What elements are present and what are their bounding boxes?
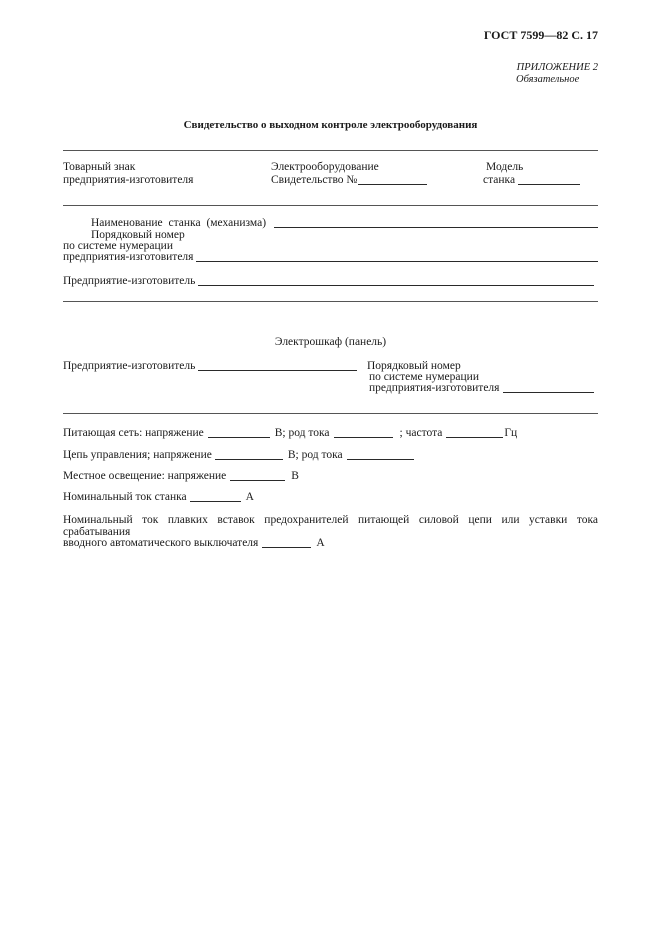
document-title: Свидетельство о выходном контроле электрооборудования (183, 119, 478, 131)
breaker-current-unit: А (316, 537, 325, 549)
serial-number-label: Порядковый номер (91, 229, 185, 241)
serial-number-row (63, 251, 598, 263)
local-lighting-row (63, 470, 299, 482)
supply-network-row (63, 427, 517, 439)
cabinet-serial-row (369, 382, 594, 394)
certificate-number-blank (358, 184, 427, 185)
appendix-status: Обязательное (516, 74, 580, 85)
control-circuit-row (63, 449, 414, 461)
breaker-label: вводного автоматического выключателя (63, 537, 259, 549)
cabinet-manufacturer-blank (198, 370, 357, 371)
rated-current-blank (190, 501, 241, 502)
standard-page-header: ГОСТ 7599—82 С. 17 (483, 28, 598, 42)
cabinet-serial-label-line3: предприятия-изготовителя (369, 382, 500, 394)
divider-line (63, 205, 598, 206)
lighting-voltage-blank (230, 480, 285, 481)
control-voltage-blank (215, 459, 283, 460)
fuse-rating-text: Номинальный ток плавких вставок предохранителей питающей силовой цепи или уставки тока срабатывания (63, 514, 598, 538)
lighting-voltage-label: Местное освещение: напряжение (63, 470, 227, 482)
supply-voltage-blank (208, 437, 270, 438)
equipment-label: Электрооборудование (271, 161, 379, 173)
machine-name-blank (274, 227, 598, 228)
input-breaker-row (63, 537, 325, 549)
divider-line (63, 150, 598, 151)
breaker-current-blank (262, 547, 311, 548)
rated-current-row (63, 491, 254, 503)
machine-model-row (483, 174, 580, 186)
supply-frequency-unit: Гц (504, 427, 518, 439)
control-current-type-blank (347, 459, 414, 460)
model-label: Модель (486, 161, 524, 173)
supply-voltage-label: Питающая сеть: напряжение (63, 427, 204, 439)
serial-number-label-line2: по системе нумерации (63, 240, 173, 252)
machine-model-label: станка (483, 174, 516, 186)
supply-current-type-blank (334, 437, 393, 438)
supply-frequency-label: ; частота (399, 427, 443, 439)
serial-number-blank (196, 261, 598, 262)
cabinet-serial-label: Порядковый номер (367, 360, 461, 372)
cabinet-heading: Электрошкаф (панель) (274, 336, 387, 348)
cabinet-manufacturer-label: Предприятие-изготовитель (63, 360, 196, 372)
manufacturer-row (63, 275, 594, 287)
appendix-label: ПРИЛОЖЕНИЕ 2 (516, 62, 598, 73)
cabinet-serial-label-line2: по системе нумерации (369, 371, 479, 383)
cabinet-manufacturer-row (63, 360, 357, 372)
rated-current-label: Номинальный ток станка (63, 491, 187, 503)
trademark-label: Товарный знак (63, 161, 136, 173)
lighting-voltage-unit: В (291, 470, 299, 482)
machine-model-blank (518, 184, 580, 185)
supply-current-type-label: В; род тока (274, 427, 330, 439)
divider-line (63, 301, 598, 302)
trademark-label-line2: предприятия-изготовителя (63, 174, 194, 186)
cabinet-serial-blank (503, 392, 594, 393)
manufacturer-blank (198, 285, 594, 286)
machine-name-label: Наименование станка (механизма) (91, 217, 267, 229)
divider-line (63, 413, 598, 414)
control-voltage-label: Цепь управления; напряжение (63, 449, 212, 461)
certificate-number-label: Свидетельство № (271, 174, 358, 186)
machine-name-row (91, 217, 598, 229)
manufacturer-label: Предприятие-изготовитель (63, 275, 196, 287)
supply-frequency-blank (446, 437, 503, 438)
control-current-type-label: В; род тока (287, 449, 343, 461)
serial-number-label-line3: предприятия-изготовителя (63, 251, 194, 263)
certificate-number-row (271, 174, 427, 186)
rated-current-unit: А (245, 491, 254, 503)
